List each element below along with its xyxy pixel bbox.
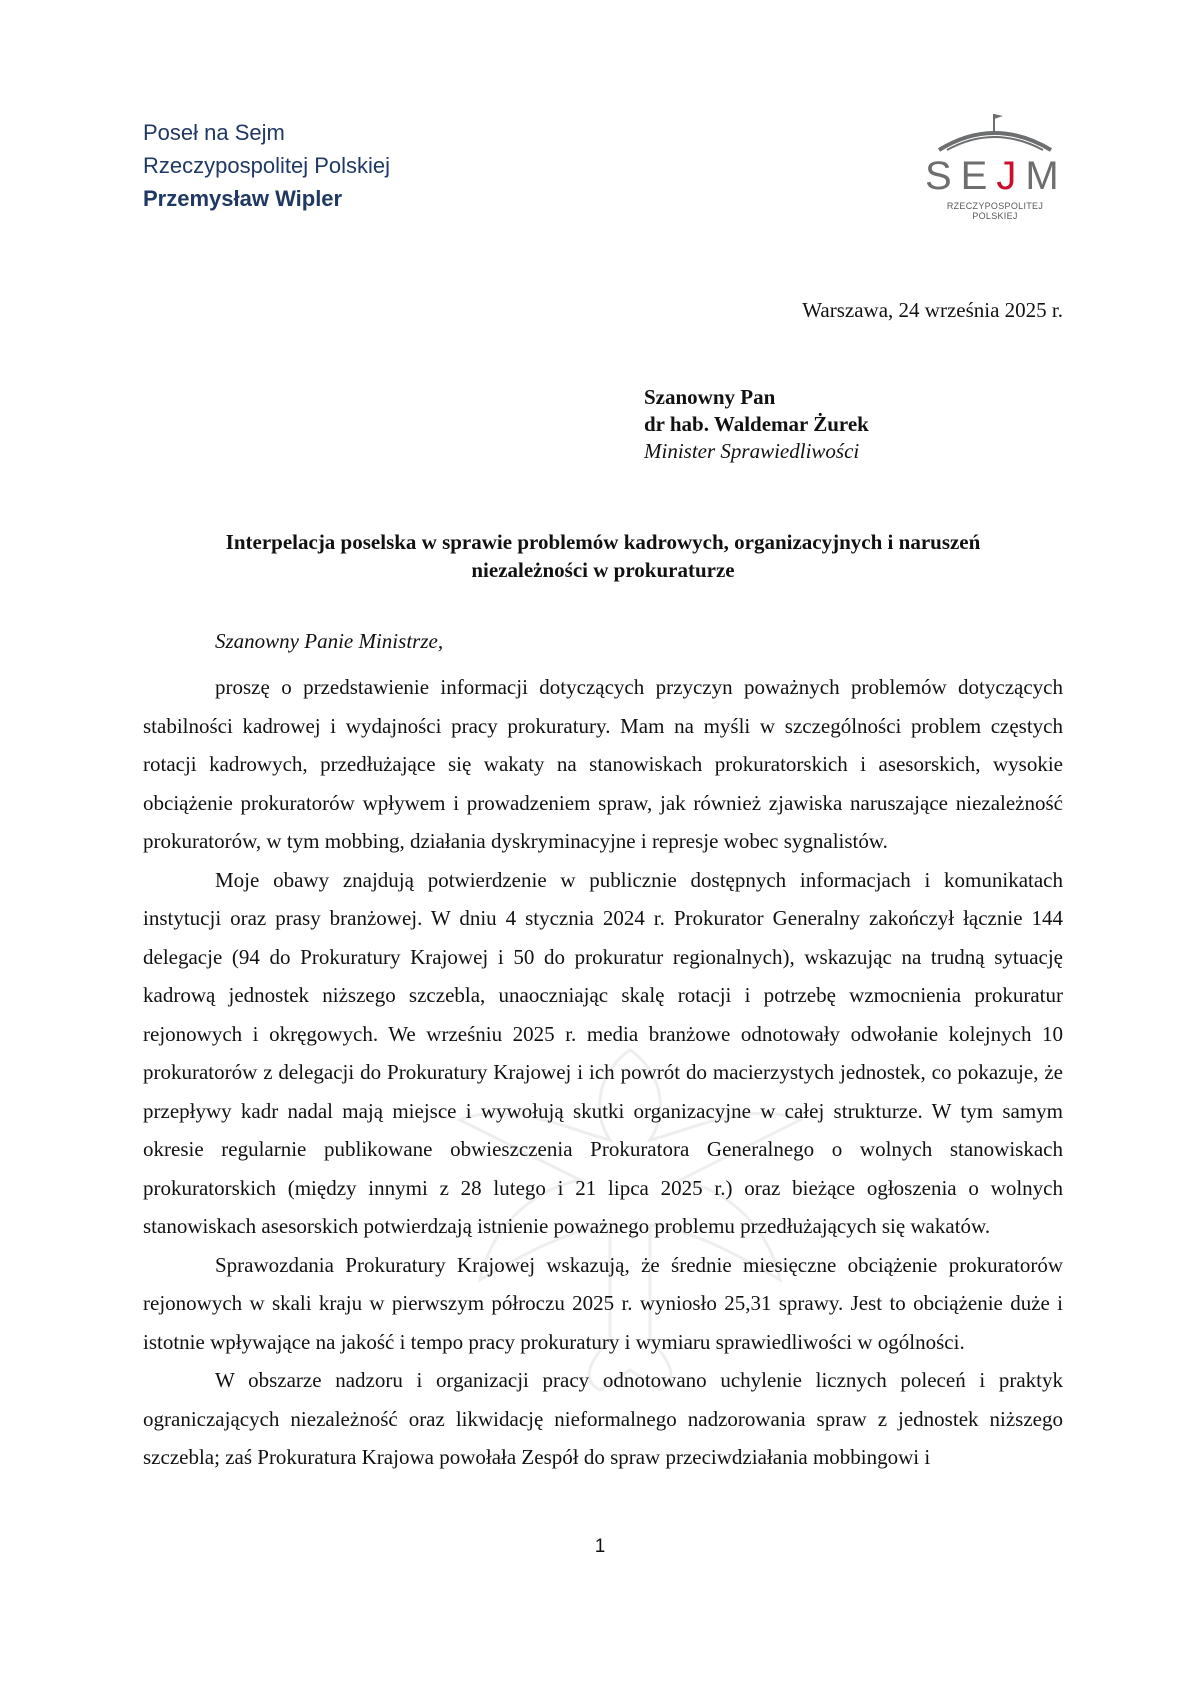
recipient-title: Minister Sprawiedliwości (644, 439, 860, 463)
sender-block (143, 116, 390, 215)
sejm-logo (925, 110, 1068, 221)
recipient-block (644, 384, 869, 465)
sender-country: Rzeczypospolitej Polskiej (143, 153, 390, 178)
recipient-greeting: Szanowny Pan (644, 385, 776, 409)
recipient-name: dr hab. Waldemar Żurek (644, 412, 869, 436)
sender-position: Poseł na Sejm (143, 120, 285, 145)
body-paragraph: proszę o przedstawienie informacji dotyczących przyczyn poważnych problemów dotyczących stabilności kadrowej i wydajności pracy prokuratury. Mam na myśli w szczególności problem częstych rotacji kadrowych, przedłużające się wakaty na stanowiskach prokuratorskich i asesorskich, wysokie obciążenie prokuratorów wpływem i prowadzeniem spraw, jak również zjawiska naruszające niezależność prokuratorów, w tym mobbing, działania dyskryminacyjne i represje wobec sygnalistów. (143, 675, 1063, 853)
body-paragraph: Sprawozdania Prokuratury Krajowej wskazują, że średnie miesięczne obciążenie prokuratorów rejonowych w skali kraju w pierwszym półroczu 2025 r. wyniosło 25,31 sprawy. Jest to obciążenie duże i istotnie wpływające na jakość i tempo pracy prokuratury i wymiaru sprawiedliwości w ogólności. (143, 1252, 1063, 1354)
salutation: Szanowny Panie Ministrze, (215, 629, 444, 653)
sender-name: Przemysław Wipler (143, 186, 343, 211)
letter-subject (143, 528, 1063, 584)
subject-line: Interpelacja poselska w sprawie problemów kadrowych, organizacyjnych i naruszeń (225, 530, 981, 554)
logo-wordmark: SEJM (925, 154, 1068, 198)
letter-body (143, 668, 1063, 1477)
body-paragraph: W obszarze nadzoru i organizacji pracy odnotowano uchylenie licznych poleceń i praktyk ograniczających niezależność oraz likwidację nieformalnego nadzorowania spraw z jednostek niższego szczebla; zaś Prokuratura Krajowa powołała Zespół do spraw przeciwdziałania mobbingowi i (143, 1368, 1063, 1469)
page-number: 1 (594, 1536, 606, 1557)
letter-date: Warszawa, 24 września 2025 r. (802, 298, 1063, 322)
logo-subtitle: RZECZYPOSPOLITEJ POLSKIEJ (946, 201, 1044, 221)
parliament-dome-icon (925, 110, 1065, 160)
subject-line: niezależności w prokuraturze (471, 558, 735, 582)
body-paragraph: Moje obawy znajdują potwierdzenie w publicznie dostępnych informacjach i komunikatach instytucji oraz prasy branżowej. W dniu 4 stycznia 2024 r. Prokurator Generalny zakończył łącznie 144 delegacje (94 do Prokuratury Krajowej i 50 do prokuratur regionalnych), wskazując na trudną sytuację kadrową jednostek niższego szczebla, unaoczniając skalę rotacji i potrzebę wzmocnienia prokuratur rejonowych i okręgowych. We wrześniu 2025 r. media branżowe odnotowały odwołanie kolejnych 10 prokuratorów z delegacji do Prokuratury Krajowej i ich powrót do macierzystych jednostek, co pokazuje, że przepływy kadr nadal mają miejsce i wywołują skutki organizacyjne w całej strukturze. W tym samym okresie regularnie publikowane obwieszczenia Prokuratora Generalnego o wolnych stanowiskach prokuratorskich (między innymi z 28 lutego i 21 lipca 2025 r.) oraz bieżące ogłoszenia o wolnych stanowiskach asesorskich potwierdzają istnienie poważnego problemu przedłużających się wakatów. (143, 867, 1063, 1238)
